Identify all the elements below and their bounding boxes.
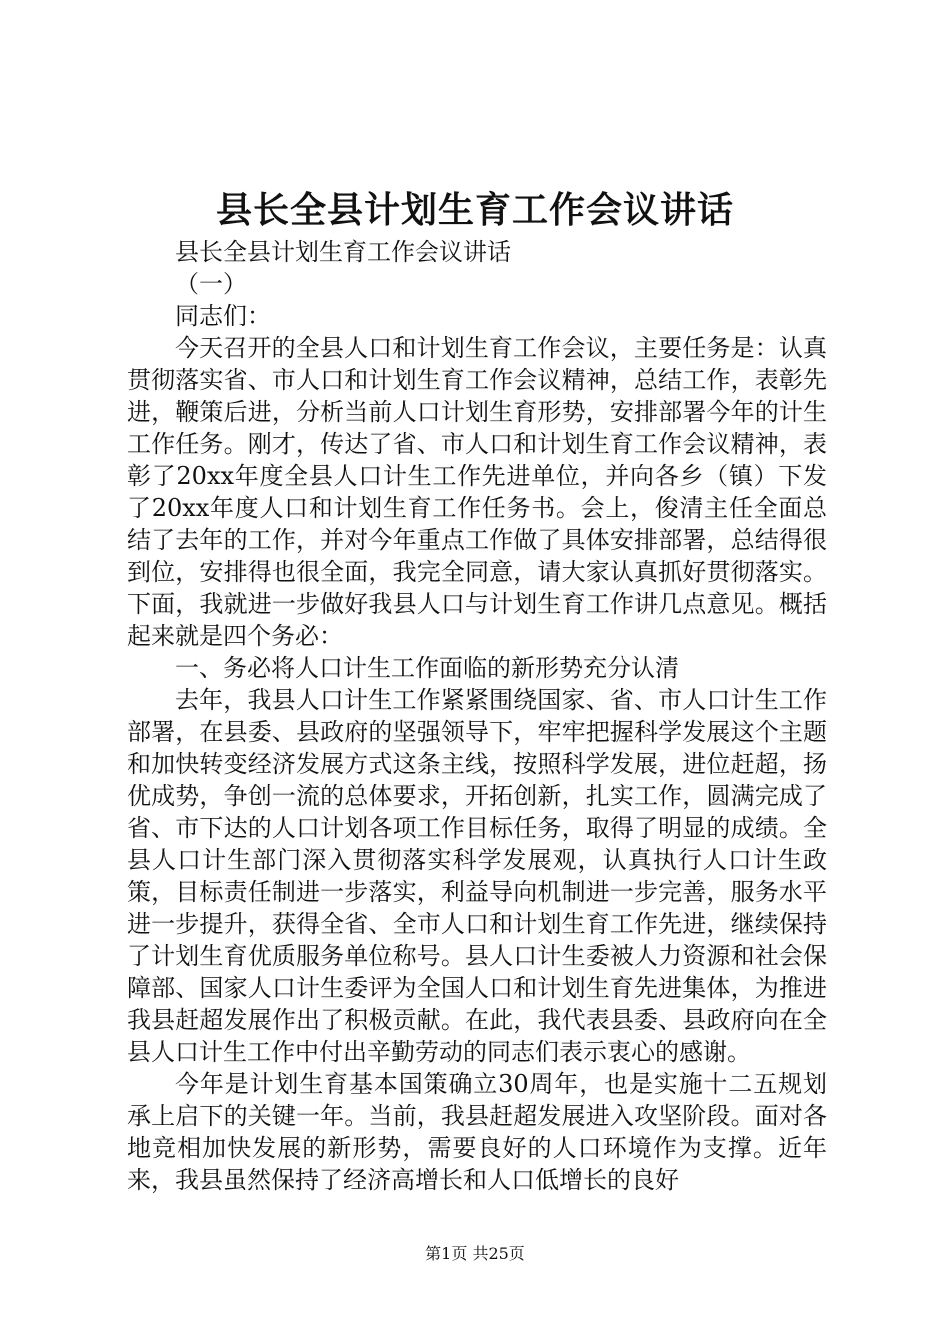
- document-body: [127, 236, 827, 1196]
- paragraph-heading-one: 一、务必将人口计生工作面临的新形势充分认清: [175, 654, 679, 682]
- paragraph-section-number: （一）: [175, 270, 247, 298]
- document-title: 县长全县计划生育工作会议讲话: [215, 189, 734, 231]
- paragraph-salutation: 同志们：: [175, 302, 271, 330]
- paragraph-this-year: 今年是计划生育基本国策确立30周年，也是实施十二五规划承上启下的关键一年。当前，我县赶超发展进入攻坚阶段。面对各地竞相加快发展的新形势，需要良好的人口环境作为支撑。近年来，我县虽然保持了经济高增长和人口低增长的良好: [127, 1070, 827, 1194]
- paragraph-last-year: 去年，我县人口计生工作紧紧围绕国家、省、市人口计生工作部署，在县委、县政府的坚强领导下，牢牢把握科学发展这个主题和加快转变经济发展方式这条主线，按照科学发展，进位赶超，扬优成势，争创一流的总体要求，开拓创新，扎实工作，圆满完成了省、市下达的人口计划各项工作目标任务，取得了明显的成绩。全县人口计生部门深入贯彻落实科学发展观，认真执行人口计生政策，目标责任制进一步落实，利益导向机制进一步完善，服务水平进一步提升，获得全省、全市人口和计划生育工作先进，继续保持了计划生育优质服务单位称号。县人口计生委被人力资源和社会保障部、国家人口计生委评为全国人口和计划生育先进集体，为推进我县赶超发展作出了积极贡献。在此，我代表县委、县政府向在全县人口计生工作中付出辛勤劳动的同志们表示衷心的感谢。: [127, 686, 827, 1066]
- page-number-footer: 第1页 共25页: [425, 1244, 525, 1263]
- paragraph-subtitle: 县长全县计划生育工作会议讲话: [175, 238, 511, 266]
- paragraph-intro: 今天召开的全县人口和计划生育工作会议，主要任务是：认真贯彻落实省、市人口和计划生育工作会议精神，总结工作，表彰先进，鞭策后进，分析当前人口计划生育形势，安排部署今年的计生工作任务。刚才，传达了省、市人口和计划生育工作会议精神，表彰了20xx年度全县人口计生工作先进单位，并向各乡（镇）下发了20xx年度人口和计划生育工作任务书。会上，俊清主任全面总结了去年的工作，并对今年重点工作做了具体安排部署，总结得很到位，安排得也很全面，我完全同意，请大家认真抓好贯彻落实。下面，我就进一步做好我县人口与计划生育工作讲几点意见。概括起来就是四个务必：: [127, 334, 827, 650]
